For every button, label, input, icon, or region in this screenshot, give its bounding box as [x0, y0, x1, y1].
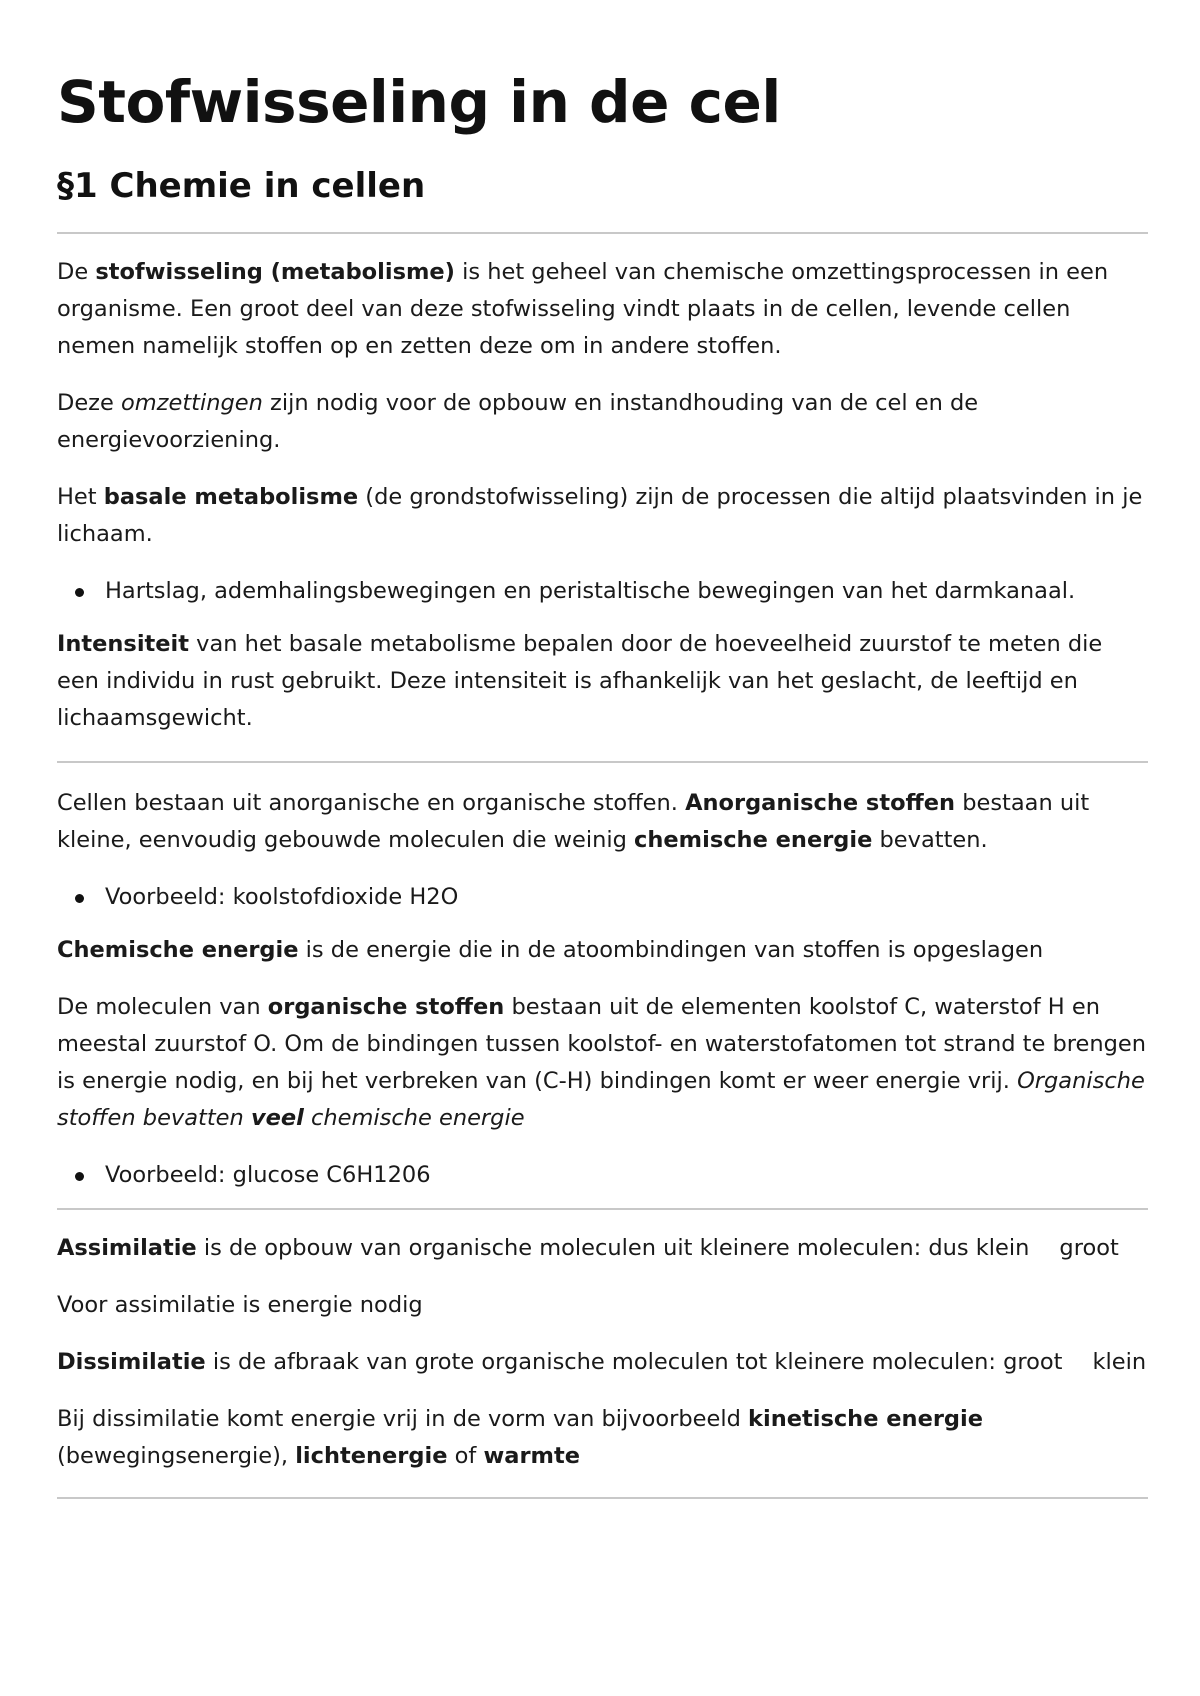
paragraph-stofwisseling: De stofwisseling (metabolisme) is het geheel van chemische omzettingsprocessen in een organisme. Een groot deel van deze stofwisseling vindt plaats in de cellen, levende cellen nemen namelijk stoffen op en zetten deze om in andere stoffen. — [57, 259, 1109, 359]
divider — [57, 1208, 1148, 1210]
list-item: Voorbeeld: glucose C6H1206 — [75, 1157, 1148, 1194]
bullet-list — [57, 879, 1148, 916]
list-item: Voorbeeld: koolstofdioxide H2O — [75, 879, 1148, 916]
paragraph-chemische-energie: Chemische energie is de energie die in de atoombindingen van stoffen is opgeslagen — [57, 937, 1044, 963]
divider — [57, 761, 1148, 763]
page-title: Stofwisseling in de cel — [57, 68, 781, 136]
list-item: Hartslag, ademhalingsbewegingen en peristaltische bewegingen van het darmkanaal. — [75, 573, 1148, 610]
divider — [57, 232, 1148, 234]
paragraph-dissimilatie: Dissimilatie is de afbraak van grote organische moleculen tot kleinere moleculen: groot klein — [57, 1349, 1147, 1375]
paragraph-dissimilatie-energie: Bij dissimilatie komt energie vrij in de vorm van bijvoorbeeld kinetische energie (bewegingsenergie), lichtenergie of warmte — [57, 1406, 984, 1469]
paragraph-basale-metabolisme: Het basale metabolisme (de grondstofwisseling) zijn de processen die altijd plaatsvinden in je lichaam. — [57, 484, 1143, 547]
paragraph-organische-stoffen: De moleculen van organische stoffen bestaan uit de elementen koolstof C, waterstof H en meestal zuurstof O. Om de bindingen tussen koolstof- en waterstofatomen tot strand te brengen is energie nodig, en bij het verbreken van (C-H) bindingen komt er weer energie vrij. Organische stoffen bevatten veel chemische energie — [57, 994, 1146, 1131]
paragraph-anorganische-stoffen: Cellen bestaan uit anorganische en organische stoffen. Anorganische stoffen bestaan uit kleine, eenvoudig gebouwde moleculen die weinig chemische energie bevatten. — [57, 790, 1090, 853]
paragraph-omzettingen: Deze omzettingen zijn nodig voor de opbouw en instandhouding van de cel en de energievoorziening. — [57, 390, 979, 453]
paragraph-intensiteit: Intensiteit van het basale metabolisme bepalen door de hoeveelheid zuurstof te meten die een individu in rust gebruikt. Deze intensiteit is afhankelijk van het geslacht, de leeftijd en lichaamsgewicht. — [57, 631, 1103, 731]
divider — [57, 1497, 1148, 1499]
bullet-list — [57, 1157, 1148, 1194]
bullet-list — [57, 573, 1148, 610]
section-heading: §1 Chemie in cellen — [57, 166, 426, 206]
paragraph-assimilatie: Assimilatie is de opbouw van organische moleculen uit kleinere moleculen: dus klein groot — [57, 1235, 1119, 1261]
paragraph-assimilatie-energie: Voor assimilatie is energie nodig — [57, 1292, 423, 1318]
